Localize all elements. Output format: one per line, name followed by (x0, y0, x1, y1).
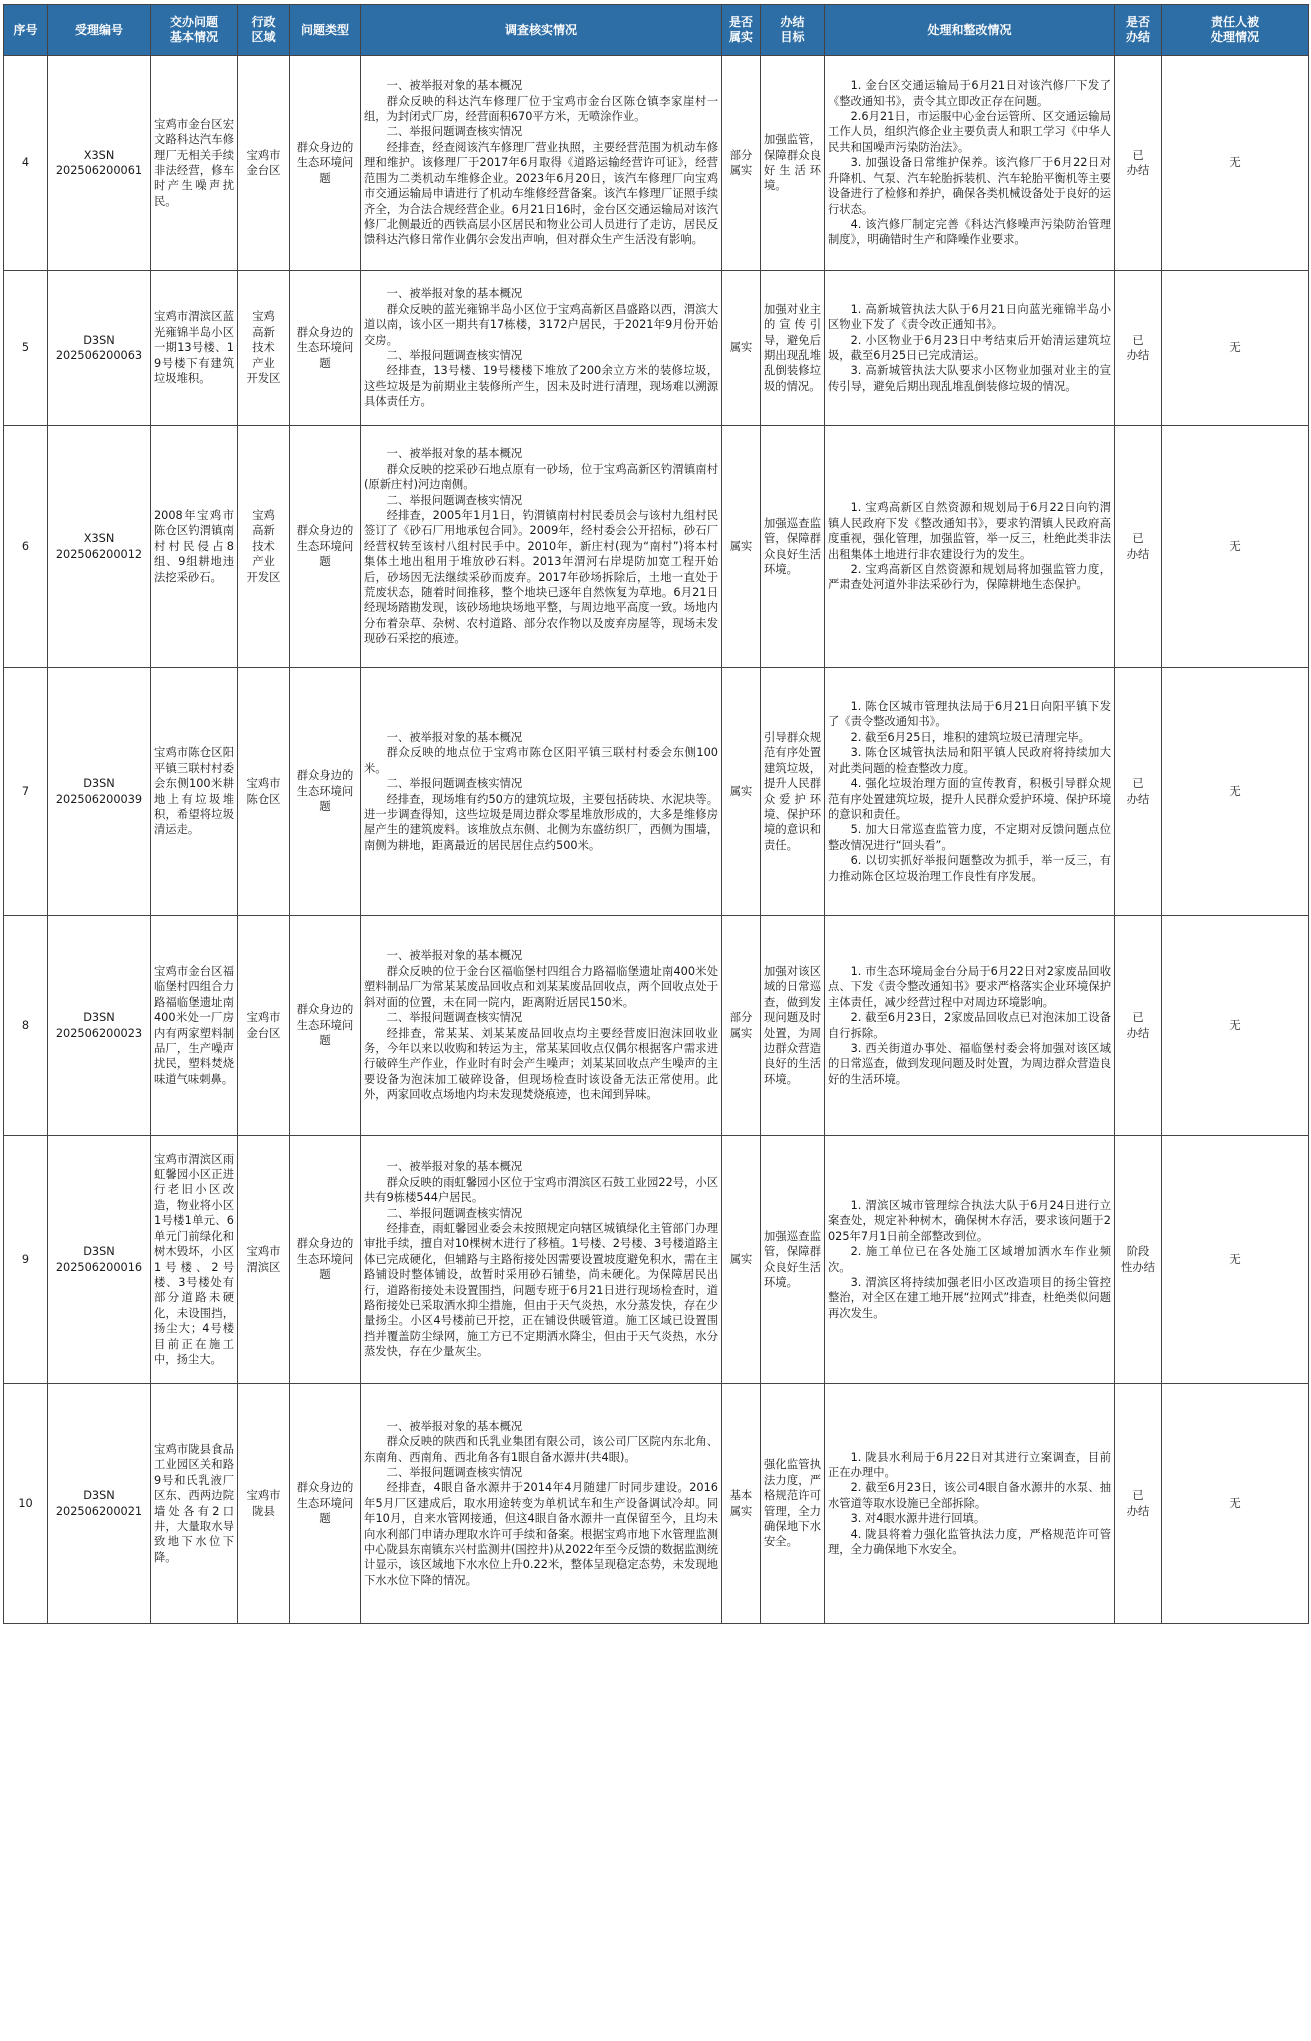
is-completed: 已 办结 (1115, 1384, 1162, 1624)
handling-details-paragraph: 1. 陇县水利局于6月22日对其进行立案调查，目前正在办理中。 (828, 1450, 1111, 1479)
acceptance-code: D3SN 202506200039 (48, 668, 151, 916)
handling-details-paragraph: 1. 陈仓区城市管理执法局于6月21日向阳平镇下发了《责令整改通知书》。 (828, 700, 1111, 729)
handling-details-paragraph: 1. 市生态环境局金台分局于6月22日对2家废品回收点、下发《责令整改通知书》要求严格落实企业环境保护主体责任，减少经营过程中对周边环境影响。 (828, 964, 1111, 1009)
is-completed: 已 办结 (1115, 56, 1162, 271)
issue-type: 群众身边的生态环境问题 (290, 1136, 361, 1384)
investigation-details-paragraph: 二、举报问题调查核实情况 (386, 493, 523, 507)
table-row (4, 668, 1309, 916)
handling-details-paragraph: 3. 西关街道办事处、福临堡村委会将加强对该区域的日常巡查，做到发现问题及时处置，为周边群众营造良好的生活环境。 (828, 1041, 1111, 1086)
investigation-details-paragraph: 经排查，13号楼、19号楼楼下堆放了200余立方米的装修垃圾，这些垃圾是为前期业主装修所产生，因未及时进行清理，现场难以溯源具体责任方。 (364, 364, 718, 409)
table-row (4, 916, 1309, 1136)
handling-details (825, 916, 1115, 1136)
responsibility-status: 无 (1162, 1136, 1309, 1384)
handling-details-paragraph: 3. 高新城管执法大队要求小区物业加强对业主的宣传引导，避免后期出现乱堆乱倒装修垃圾的情况。 (828, 364, 1111, 393)
handling-details-paragraph: 6. 以切实抓好举报问题整改为抓手，举一反三，有力推动陈仓区垃圾治理工作良性有序发展。 (828, 854, 1111, 883)
issue-type: 群众身边的生态环境问题 (290, 1384, 361, 1624)
handling-details-paragraph: 5. 加大日常巡查监管力度，不定期对反馈问题点位整改情况进行“回头看”。 (828, 823, 1111, 852)
handling-details-paragraph: 3. 加强设备日常维护保养。该汽修厂于6月22日对升降机、气泵、汽车轮胎拆装机、汽车轮胎平衡机等主要设备进行了检修和养护，确保各类机械设备处于良好的运行状态。 (828, 156, 1111, 216)
completion-goal: 加强对该区域的日常巡查，做到发现问题及时处置，为周边群众营造良好的生活环境。 (761, 916, 825, 1136)
handling-details-paragraph: 4. 陇县将着力强化监管执法力度，严格规范许可管理，全力确保地下水安全。 (828, 1527, 1111, 1557)
investigation-details-paragraph: 经排查，经查阅该汽车修理厂营业执照，主要经营范围为机动车修理和维护。该修理厂于2017年6月取得《道路运输经营许可证》，经营范围为二类机动车维修企业。2023年6月20日，该汽车修理厂向宝鸡市交通运输局申请进行了机动车维修经营备案。该汽车修理厂证照手续齐全，为合法合规经营企业。6月21日16时，金台区交通运输局对该汽修厂北侧最近的西铁高层小区居民和物业公司人员进行了走访，居民反馈科达汽修日常作业偶尔会发出声响，但对群众生产生活没有影响。 (364, 140, 718, 247)
issue-summary: 宝鸡市渭滨区雨虹馨园小区正进行老旧小区改造，物业将小区1号楼1单元、6单元门前绿化和树木毁坏，小区1号楼、2号楼、3号楼处有部分道路未硬化，未设围挡，扬尘大；4号楼目前正在施工中，扬尘大。 (151, 1136, 238, 1384)
issue-summary: 2008年宝鸡市陈仓区钓渭镇南村村民侵占8组、9组耕地违法挖采砂石。 (151, 426, 238, 668)
handling-details-paragraph: 3. 对4眼水源井进行回填。 (850, 1512, 986, 1526)
header-type: 问题类型 (290, 5, 361, 56)
header-responsibility: 责任人被 处理情况 (1162, 5, 1309, 56)
investigation-details-paragraph: 群众反映的雨虹馨园小区位于宝鸡市渭滨区石鼓工业园22号，小区共有9栋楼544户居民。 (364, 1175, 718, 1205)
is-true: 属实 (722, 1136, 761, 1384)
handling-details-paragraph: 2. 截至6月23日，2家废品回收点已对泡沫加工设备自行拆除。 (828, 1011, 1111, 1040)
issue-summary: 宝鸡市金台区福临堡村四组合力路福临堡遗址南400米处一厂房内有两家塑料制品厂，生产噪声扰民，塑料焚烧味道气味刺鼻。 (151, 916, 238, 1136)
investigation-details-paragraph: 二、举报问题调查核实情况 (386, 1011, 523, 1025)
issue-type: 群众身边的生态环境问题 (290, 271, 361, 426)
admin-region: 宝鸡市 陇县 (238, 1384, 290, 1624)
investigation-details (361, 916, 722, 1136)
investigation-details-paragraph: 一、被举报对象的基本概况 (386, 79, 523, 93)
investigation-details-paragraph: 二、举报问题调查核实情况 (386, 125, 523, 139)
issue-summary: 宝鸡市金台区宏文路科达汽车修理厂无相关手续非法经营，修车时产生噪声扰民。 (151, 56, 238, 271)
is-true: 属实 (722, 271, 761, 426)
investigation-details-paragraph: 一、被举报对象的基本概况 (386, 287, 523, 301)
rectification-table (3, 4, 1309, 1624)
handling-details-paragraph: 4. 强化垃圾治理方面的宣传教育，积极引导群众规范有序处置建筑垃圾，提升人民群众爱护环境、保护环境的意识和责任。 (828, 777, 1111, 821)
handling-details-paragraph: 2. 宝鸡高新区自然资源和规划局将加强监管力度，严肃查处河道外非法采砂行为，保障耕地生态保护。 (828, 562, 1111, 592)
completion-goal: 加强巡查监管，保障群众良好生活环境。 (761, 1136, 825, 1384)
handling-details-paragraph: 4. 该汽修厂制定完善《科达汽修噪声污染防治管理制度》，明确错时生产和降噪作业要求。 (828, 217, 1111, 247)
responsibility-status: 无 (1162, 271, 1309, 426)
admin-region: 宝鸡 高新 技术 产业 开发区 (238, 271, 290, 426)
row-number: 5 (4, 271, 48, 426)
is-completed: 已 办结 (1115, 668, 1162, 916)
handling-details-paragraph: 3. 陈仓区城管执法局和阳平镇人民政府将持续加大对此类问题的检查整改力度。 (828, 746, 1111, 775)
investigation-details-paragraph: 经排查，4眼自备水源井于2014年4月随建厂时同步建设。2016年5月厂区建成后，取水用途转变为单机试车和生产设备调试冷却。同年10月，自来水管网接通，但这4眼自备水源井一直保留至今，且均未向水利部门申请办理取水许可手续和备案。根据宝鸡市地下水管理监测中心陇县东南镇东兴村监测井(国控井)从2022年至今反馈的数据监测统计显示，该区域地下水水位上升0.22米，整体呈现稳定态势，未发现地下水水位下降的情况。 (364, 1481, 718, 1587)
handling-details-paragraph: 1. 渭滨区城市管理综合执法大队于6月24日进行立案查处，规定补种树木，确保树木存活，要求该问题于2025年7月1日前全部整改到位。 (828, 1198, 1111, 1243)
investigation-details-paragraph: 经排查，雨虹馨园业委会未按照规定向辖区城镇绿化主管部门办理审批手续，擅自对10棵树木进行了移植。1号楼、2号楼、3号楼道路主体已完成硬化，但辅路与主路衔接处因需要设置坡度避免积水，需在主路铺设时整体铺设，故暂时采用砂石铺垫，尚未硬化。为保障居民出行，道路衔接处未设置围挡，问题专班于6月21日进行现场检查时，道路衔接处已采取洒水抑尘措施，但由于天气炎热，水分蒸发快，存在少量扬尘。小区4号楼前已开挖，正在铺设供暖管道。施工区域已设置围挡并覆盖防尘绿网，施工方已不定期洒水降尘，但由于天气炎热，水分蒸发快，存在少量灰尘。 (364, 1221, 718, 1359)
issue-type: 群众身边的生态环境问题 (290, 916, 361, 1136)
investigation-details (361, 668, 722, 916)
responsibility-status: 无 (1162, 1384, 1309, 1624)
investigation-details-paragraph: 二、举报问题调查核实情况 (386, 777, 523, 791)
investigation-details-paragraph: 经排查，现场堆有约50方的建筑垃圾，主要包括砖块、水泥块等。进一步调查得知，这些垃圾是周边群众零星堆放形成的，大多是维修房屋产生的建筑废料。该堆放点东侧、北侧为东盛纺织厂，西侧为围墙，南侧为耕地，距离最近的居民居住点约500米。 (364, 792, 718, 852)
header-code: 受理编号 (48, 5, 151, 56)
responsibility-status: 无 (1162, 916, 1309, 1136)
handling-details-paragraph: 3. 渭滨区将持续加强老旧小区改造项目的扬尘管控整治，对全区在建工地开展“拉网式”排查，杜绝类似问题再次发生。 (828, 1275, 1111, 1320)
investigation-details (361, 56, 722, 271)
is-true: 部分 属实 (722, 56, 761, 271)
issue-summary: 宝鸡市陈仓区阳平镇三联村村委会东侧100米耕地上有垃圾堆积，希望将垃圾清运走。 (151, 668, 238, 916)
admin-region: 宝鸡 高新 技术 产业 开发区 (238, 426, 290, 668)
admin-region: 宝鸡市 金台区 (238, 916, 290, 1136)
is-completed: 阶段 性办结 (1115, 1136, 1162, 1384)
acceptance-code: D3SN 202506200021 (48, 1384, 151, 1624)
handling-details (825, 1384, 1115, 1624)
handling-details-paragraph: 2. 截至6月23日，该公司4眼自备水源井的水泵、抽水管道等取水设施已全部拆除。 (828, 1481, 1111, 1510)
row-number: 4 (4, 56, 48, 271)
is-true: 属实 (722, 668, 761, 916)
handling-details (825, 668, 1115, 916)
completion-goal: 加强监管，保障群众良好生活环境。 (761, 56, 825, 271)
is-true: 基本 属实 (722, 1384, 761, 1624)
is-completed: 已 办结 (1115, 426, 1162, 668)
header-no: 序号 (4, 5, 48, 56)
row-number: 9 (4, 1136, 48, 1384)
acceptance-code: D3SN 202506200023 (48, 916, 151, 1136)
header-investigation: 调查核实情况 (361, 5, 722, 56)
investigation-details-paragraph: 二、举报问题调查核实情况 (386, 1465, 523, 1479)
issue-summary: 宝鸡市渭滨区蓝光雍锦半岛小区一期13号楼、19号楼下有建筑垃圾堆积。 (151, 271, 238, 426)
table-row (4, 56, 1309, 271)
acceptance-code: D3SN 202506200063 (48, 271, 151, 426)
issue-type: 群众身边的生态环境问题 (290, 56, 361, 271)
investigation-details (361, 426, 722, 668)
row-number: 8 (4, 916, 48, 1136)
row-number: 6 (4, 426, 48, 668)
responsibility-status: 无 (1162, 56, 1309, 271)
handling-details-paragraph: 1. 金台区交通运输局于6月21日对该汽修厂下发了《整改通知书》，责令其立即改正存在问题。 (828, 79, 1111, 108)
row-number: 10 (4, 1384, 48, 1624)
issue-summary: 宝鸡市陇县食品工业园区关和路9号和氏乳液厂区东、西两边院墙处各有2口井，大量取水导致地下水位下降。 (151, 1384, 238, 1624)
handling-details-paragraph: 2. 截至6月25日，堆积的建筑垃圾已清理完毕。 (850, 730, 1090, 744)
header-goal: 办结 目标 (761, 5, 825, 56)
investigation-details-paragraph: 群众反映的科达汽车修理厂位于宝鸡市金台区陈仓镇李家崖村一组，为封闭式厂房，经营面积670平方米，无喷涂作业。 (364, 94, 718, 124)
handling-details-paragraph: 2. 施工单位已在各处施工区域增加洒水车作业频次。 (828, 1245, 1111, 1274)
header-handling: 处理和整改情况 (825, 5, 1115, 56)
is-completed: 已 办结 (1115, 271, 1162, 426)
investigation-details (361, 1136, 722, 1384)
investigation-details-paragraph: 群众反映的蓝光雍锦半岛小区位于宝鸡高新区昌盛路以西，渭滨大道以南，该小区一期共有17栋楼，3172户居民，于2021年9月份开始交房。 (364, 302, 718, 347)
investigation-details-paragraph: 二、举报问题调查核实情况 (386, 1206, 523, 1220)
table-header-row (4, 5, 1309, 56)
issue-type: 群众身边的生态环境问题 (290, 426, 361, 668)
investigation-details-paragraph: 一、被举报对象的基本概况 (386, 1160, 523, 1174)
investigation-details-paragraph: 一、被举报对象的基本概况 (386, 1419, 523, 1433)
table-row (4, 1136, 1309, 1384)
handling-details-paragraph: 2.6月21日，市运服中心金台运管所、区交通运输局工作人员，组织汽修企业主要负责人和职工学习《中华人民共和国噪声污染防治法》。 (828, 110, 1111, 154)
investigation-details (361, 1384, 722, 1624)
header-done: 是否 办结 (1115, 5, 1162, 56)
acceptance-code: D3SN 202506200016 (48, 1136, 151, 1384)
admin-region: 宝鸡市 渭滨区 (238, 1136, 290, 1384)
header-true: 是否 属实 (722, 5, 761, 56)
responsibility-status: 无 (1162, 426, 1309, 668)
investigation-details-paragraph: 经排查，2005年1月1日，钓渭镇南村村民委员会与该村九组村民签订了《砂石厂用地承包合同》。2009年，经村委会公开招标，砂石厂经营权转至该村八组村民手中。2010年，新庄村(现为“南村”)将本村集体土地出租用于堆放砂石料。2013年渭河右岸堤防加宽工程开始后，砂场因无法继续采砂而废弃。2017年砂场拆除后，土地一直处于荒废状态，随着时间推移，整个地块已逐年自然恢复为草地。6月21日经现场踏勘发现，该砂场地块场地平整，与周边地平高度一致。场地内分布着杂草、杂树、农村道路、部分农作物以及废弃房屋等，现场未发现砂石采挖的痕迹。 (364, 508, 718, 646)
investigation-details-paragraph: 一、被举报对象的基本概况 (386, 447, 523, 461)
investigation-details-paragraph: 群众反映的挖采砂石地点原有一砂场，位于宝鸡高新区钓渭镇南村(原新庄村)河边南侧。 (364, 462, 718, 492)
acceptance-code: X3SN 202506200012 (48, 426, 151, 668)
investigation-details (361, 271, 722, 426)
investigation-details-paragraph: 群众反映的位于金台区福临堡村四组合力路福临堡遗址南400米处塑料制品厂为常某某废品回收点和刘某某废品回收点，两个回收点处于斜对面的位置，未在同一院内，距离附近居民150米。 (364, 964, 718, 1009)
handling-details (825, 426, 1115, 668)
acceptance-code: X3SN 202506200061 (48, 56, 151, 271)
responsibility-status: 无 (1162, 668, 1309, 916)
admin-region: 宝鸡市 陈仓区 (238, 668, 290, 916)
row-number: 7 (4, 668, 48, 916)
handling-details (825, 1136, 1115, 1384)
is-true: 部分 属实 (722, 916, 761, 1136)
header-issue: 交办问题 基本情况 (151, 5, 238, 56)
completion-goal: 加强巡查监管，保障群众良好生活环境。 (761, 426, 825, 668)
handling-details-paragraph: 1. 宝鸡高新区自然资源和规划局于6月22日向钓渭镇人民政府下发《整改通知书》，要求钓渭镇人民政府高度重视，强化管理，加强监管，举一反三，杜绝此类非法出租集体土地进行非农建设行为的发生。 (828, 501, 1111, 561)
completion-goal: 加强对业主的宣传引导，避免后期出现乱堆乱倒装修垃圾的情况。 (761, 271, 825, 426)
completion-goal: 强化监管执法力度，严格规范许可管理，全力确保地下水安全。 (761, 1384, 825, 1624)
table-row (4, 271, 1309, 426)
completion-goal: 引导群众规范有序处置建筑垃圾，提升人民群众爱护环境、保护环境的意识和责任。 (761, 668, 825, 916)
table-row (4, 1384, 1309, 1624)
handling-details (825, 56, 1115, 271)
issue-type: 群众身边的生态环境问题 (290, 668, 361, 916)
handling-details (825, 271, 1115, 426)
handling-details-paragraph: 1. 高新城管执法大队于6月21日向蓝光雍锦半岛小区物业下发了《责令改正通知书》。 (828, 302, 1111, 332)
investigation-details-paragraph: 群众反映的地点位于宝鸡市陈仓区阳平镇三联村村委会东侧100米。 (364, 746, 718, 775)
table-row (4, 426, 1309, 668)
is-completed: 已 办结 (1115, 916, 1162, 1136)
investigation-details-paragraph: 群众反映的陕西和氏乳业集团有限公司，该公司厂区院内东北角、东南角、西南角、西北角各有1眼自备水源井(共4眼)。 (364, 1435, 718, 1464)
investigation-details-paragraph: 二、举报问题调查核实情况 (386, 349, 523, 362)
handling-details-paragraph: 2. 小区物业于6月23日中考结束后开始清运建筑垃圾，截至6月25日已完成清运。 (828, 333, 1111, 362)
investigation-details-paragraph: 一、被举报对象的基本概况 (386, 730, 523, 744)
admin-region: 宝鸡市 金台区 (238, 56, 290, 271)
investigation-details-paragraph: 一、被举报对象的基本概况 (386, 949, 523, 963)
investigation-details-paragraph: 经排查，常某某、刘某某废品回收点均主要经营废旧泡沫回收业务，今年以来以收购和转运为主，常某某回收点仅偶尔根据客户需求进行破碎生产作业，作业时有时会产生噪声；刘某某回收点产生噪声的主要设备为泡沫加工破碎设备，但现场检查时该设备无法正常使用。此外，两家回收点场地内均未发现焚烧痕迹，也未闻到异味。 (364, 1026, 718, 1102)
header-region: 行政 区域 (238, 5, 290, 56)
is-true: 属实 (722, 426, 761, 668)
